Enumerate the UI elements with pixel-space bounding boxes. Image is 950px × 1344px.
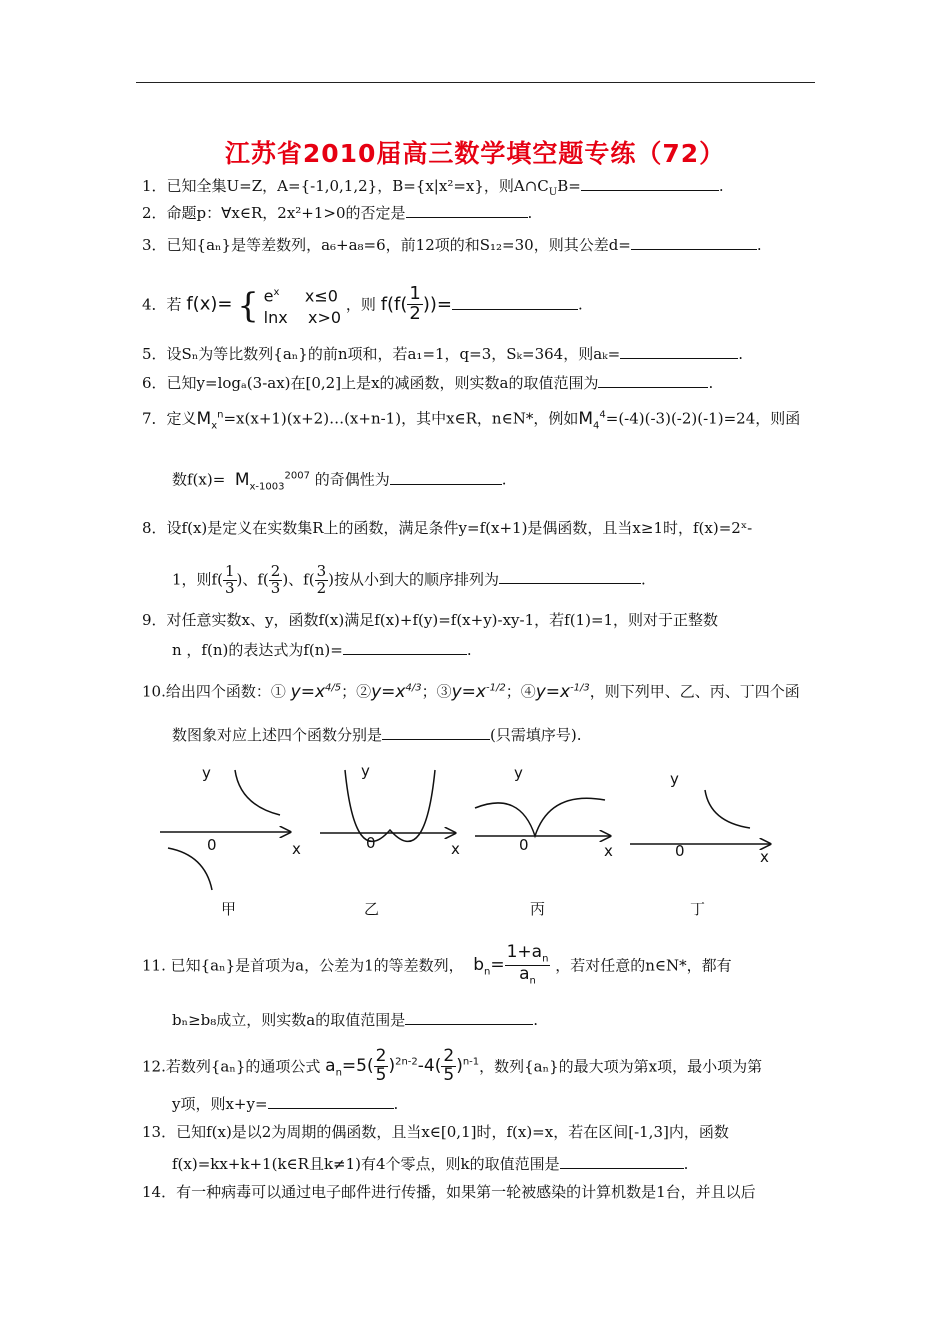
problem-13: 13．已知f(x)是以2为周期的偶函数，且当x∈[0,1]时，f(x)=x，若在区间[-1,3]内，函数 (142, 1123, 729, 1141)
forall-symbol: ∀ (221, 204, 232, 222)
graph-bing (475, 798, 610, 836)
page-title: 江苏省2010届高三数学填空题专练（72） (224, 139, 726, 168)
graph-ding-origin-label: 0 (675, 842, 685, 860)
problem-11: 11. 已知{aₙ}是首项为a，公差为1的等差数列， $b_n=$ $\frac{1+a_n}{a_n}$ ，若对任意的n∈N*，都有 (142, 942, 732, 987)
problem-10-cont: 数图象对应上述四个函数分别是 (只需填序号). (172, 726, 582, 744)
problem-7: 7．定义$M_x^n=x(x+1)(x+2)\dots(x+n-1)$，其中x∈R，n∈N*，例如$M_4^4=(-4)(-3)(-2)(-1)=24$，则函 (142, 408, 801, 432)
header-rule (136, 82, 815, 83)
graph-yi (320, 770, 455, 841)
problem-12: 12.若数列{aₙ}的通项公式 $a_n=5$( $\frac{2}{5}$ )$^{2n-2}$-4( $\frac{2}{5}$ )$^{n-1}$，数列{aₙ}的最大项为第x项，最小项为第 (142, 1046, 763, 1085)
graph-yi-x-label: x (451, 840, 460, 858)
graph-bing-origin-label: 0 (519, 836, 529, 854)
graph-ding-x-label: x (760, 848, 769, 866)
graph-ding (630, 790, 770, 844)
problem-1: 1．已知全集U=Z，A={-1,0,1,2}，B={x|x²=x}，则$A\cap C_UB=$ . (142, 177, 724, 198)
graph-yi-origin-label: 0 (366, 834, 376, 852)
problem-5: 5．设Sₙ为等比数列{aₙ}的前n项和，若a₁=1，q=3，Sₖ=364，则aₖ= . (142, 345, 743, 363)
problem-9-cont: n ，f(n)的表达式为f(n)= . (172, 641, 472, 659)
problem-8: 8．设f(x)是定义在实数集R上的函数，满足条件y=f(x+1)是偶函数，且当x≥1时，f(x)=2ˣ- (142, 519, 753, 537)
graph-ding-caption: 丁 (690, 900, 706, 918)
graph-ding-y-label: y (670, 770, 679, 788)
graph-jia-origin-label: 0 (207, 836, 217, 854)
graph-bing-x-label: x (604, 842, 613, 860)
graph-bing-caption: 丙 (530, 900, 546, 918)
problem-6: 6．已知y=logₐ(3-ax)在[0,2]上是x的减函数，则实数a的取值范围为 . (142, 374, 714, 392)
problem-10: 10.给出四个函数：① $y=x^{4/5}$；$②y=x^{4/3}$；$③y=x^{-1/2}$；$④y=x^{-1/3}$，则下列甲、乙、丙、丁四个函 (142, 681, 800, 702)
problem-11-cont: bₙ≥b₈成立，则实数a的取值范围是 . (172, 1011, 539, 1029)
problem-13-cont: f(x)=kx+k+1(k∈R且k≠1)有4个零点，则k的取值范围是 . (172, 1155, 689, 1173)
problem-14: 14．有一种病毒可以通过电子邮件进行传播，如果第一轮被感染的计算机数是1台，并且以后 (142, 1183, 756, 1201)
graph-bing-y-label: y (514, 764, 523, 782)
problem-9: 9．对任意实数x、y，函数f(x)满足f(x)+f(y)=f(x+y)-xy-1，若f(1)=1，则对于正整数 (142, 611, 719, 629)
problem-12-cont: y项，则x+y= . (172, 1095, 399, 1113)
problem-8-cont: 1，则f( $\frac{1}{3}$ )、f( $\frac{2}{3}$ )、f( $\frac{3}{2}$ )按从小到大的顺序排列为 . (172, 562, 646, 597)
graph-yi-y-label: y (361, 762, 370, 780)
problem-7-cont: 数$f(x)= M_{x-1003}^{2007}$ 的奇偶性为 . (172, 469, 507, 493)
graph-jia-caption: 甲 (221, 900, 237, 918)
graph-jia-x-label: x (292, 840, 301, 858)
graph-jia-y-label: y (202, 764, 211, 782)
problem-3: 3．已知{aₙ}是等差数列，a₆+a₈=6，前12项的和S₁₂=30，则其公差d= . (142, 236, 762, 254)
graph-jia (160, 770, 290, 890)
graph-yi-caption: 乙 (364, 900, 380, 918)
problem-2: 2．命题p：∀x∈R，2x²+1>0的否定是 . (142, 204, 533, 222)
problem-4: 4．若 f(x)= { $e^x$ x≤0 lnx x>0 ，则 f(f( $\frac{1}{2}$ ))= . (142, 283, 583, 328)
